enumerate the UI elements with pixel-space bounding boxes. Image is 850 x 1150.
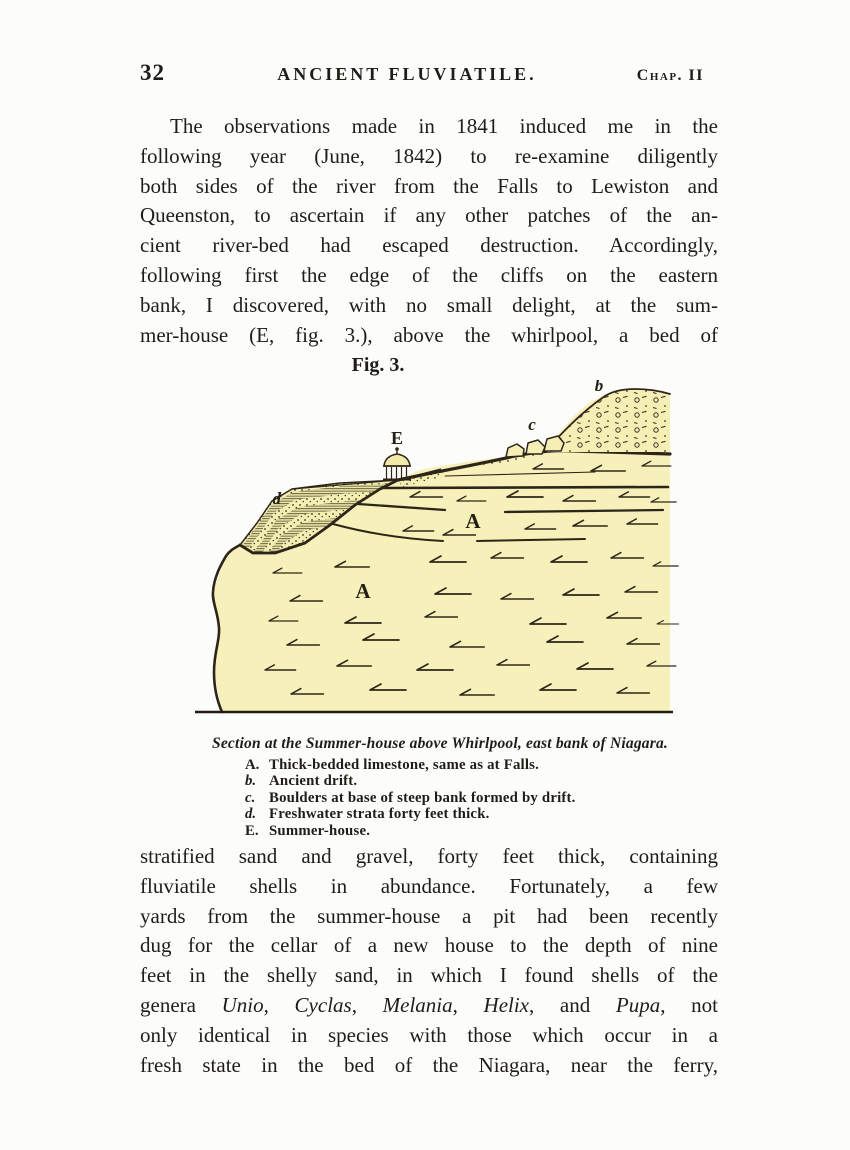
genus-name: Melania [382, 992, 453, 1017]
legend-key: b. [245, 773, 257, 790]
chapter-heading: Chap. II [636, 67, 704, 84]
genus-name: Helix [483, 992, 530, 1017]
text-line: yards from the summer-house a pit had been recently [140, 903, 718, 928]
page-header [140, 60, 718, 86]
text-line: fresh state in the bed of the Niagara, near the ferry, [140, 1052, 718, 1077]
text-line: The observations made in 1841 induced me in the [170, 114, 718, 138]
geological-section-figure [195, 380, 695, 720]
legend-text: Thick-bedded limestone, same as at Falls. [269, 757, 540, 773]
label-drift: b [594, 380, 604, 395]
text-segment: , [452, 992, 484, 1017]
text-line: bank, I discovered, with no small delight, at the sum- [140, 292, 718, 317]
legend-item [245, 806, 576, 822]
body-paragraph-2 [140, 842, 718, 1080]
text-line: following year (June, 1842) to re-examine diligently [140, 143, 718, 168]
text-line-genera [140, 991, 718, 1021]
figure-legend [245, 757, 576, 839]
legend-text: Summer-house. [269, 822, 371, 839]
label-summer-house: E [390, 428, 404, 448]
text-line: both sides of the river from the Falls to Lewiston and [140, 173, 718, 198]
text-line: feet in the shelly sand, in which I found shells of the [140, 963, 718, 988]
legend-key: d. [245, 806, 257, 823]
genus-name: Cyclas [294, 992, 352, 1017]
text-line: following first the edge of the cliffs on the eastern [140, 262, 718, 287]
body-paragraph-1 [140, 112, 718, 350]
text-segment: , not [660, 992, 718, 1017]
label-boulders: c [528, 415, 536, 434]
text-line: cient river-bed had escaped destruction. Accordingly, [140, 233, 718, 258]
drift-mound [547, 389, 670, 452]
text-segment: genera [140, 992, 222, 1017]
summer-house-drawing [383, 447, 411, 479]
text-line: mer-house (E, fig. 3.), above the whirlpool, a bed of [140, 322, 718, 347]
legend-key: c. [245, 789, 256, 806]
genus-name: Pupa [615, 992, 661, 1017]
running-title: ANCIENT FLUVIATILE. [277, 64, 537, 84]
legend-text: Ancient drift. [269, 773, 358, 790]
legend-key: A. [245, 757, 260, 773]
legend-item [245, 790, 576, 806]
text-line: Queenston, to ascertain if any other patches of the an- [140, 203, 718, 228]
text-segment: , [351, 992, 383, 1017]
figure-caption-label: Fig. 3. [351, 354, 405, 376]
text-line: only identical in species with those which occur in a [140, 1022, 718, 1047]
genus-name: Unio [221, 992, 264, 1017]
legend-key: E. [245, 822, 259, 839]
legend-text: Freshwater strata forty feet thick. [269, 806, 490, 823]
label-limestone-upper: A [465, 509, 481, 533]
text-line: fluviatile shells in abundance. Fortunately, a few [140, 873, 718, 898]
text-line: stratified sand and gravel, forty feet thick, containing [140, 844, 718, 868]
label-strata: d [272, 489, 281, 508]
figure-title: Section at the Summer-house above Whirlpool, east bank of Niagara. [212, 735, 668, 752]
text-line: dug for the cellar of a new house to the depth of nine [140, 933, 718, 958]
legend-item [245, 773, 576, 789]
legend-text: Boulders at base of steep bank formed by drift. [269, 789, 576, 806]
page-number: 32 [140, 60, 165, 85]
legend-item [245, 823, 576, 839]
text-segment: , and [529, 992, 616, 1017]
legend-item [245, 757, 576, 773]
label-limestone-lower: A [355, 579, 371, 603]
text-segment: , [263, 992, 295, 1017]
